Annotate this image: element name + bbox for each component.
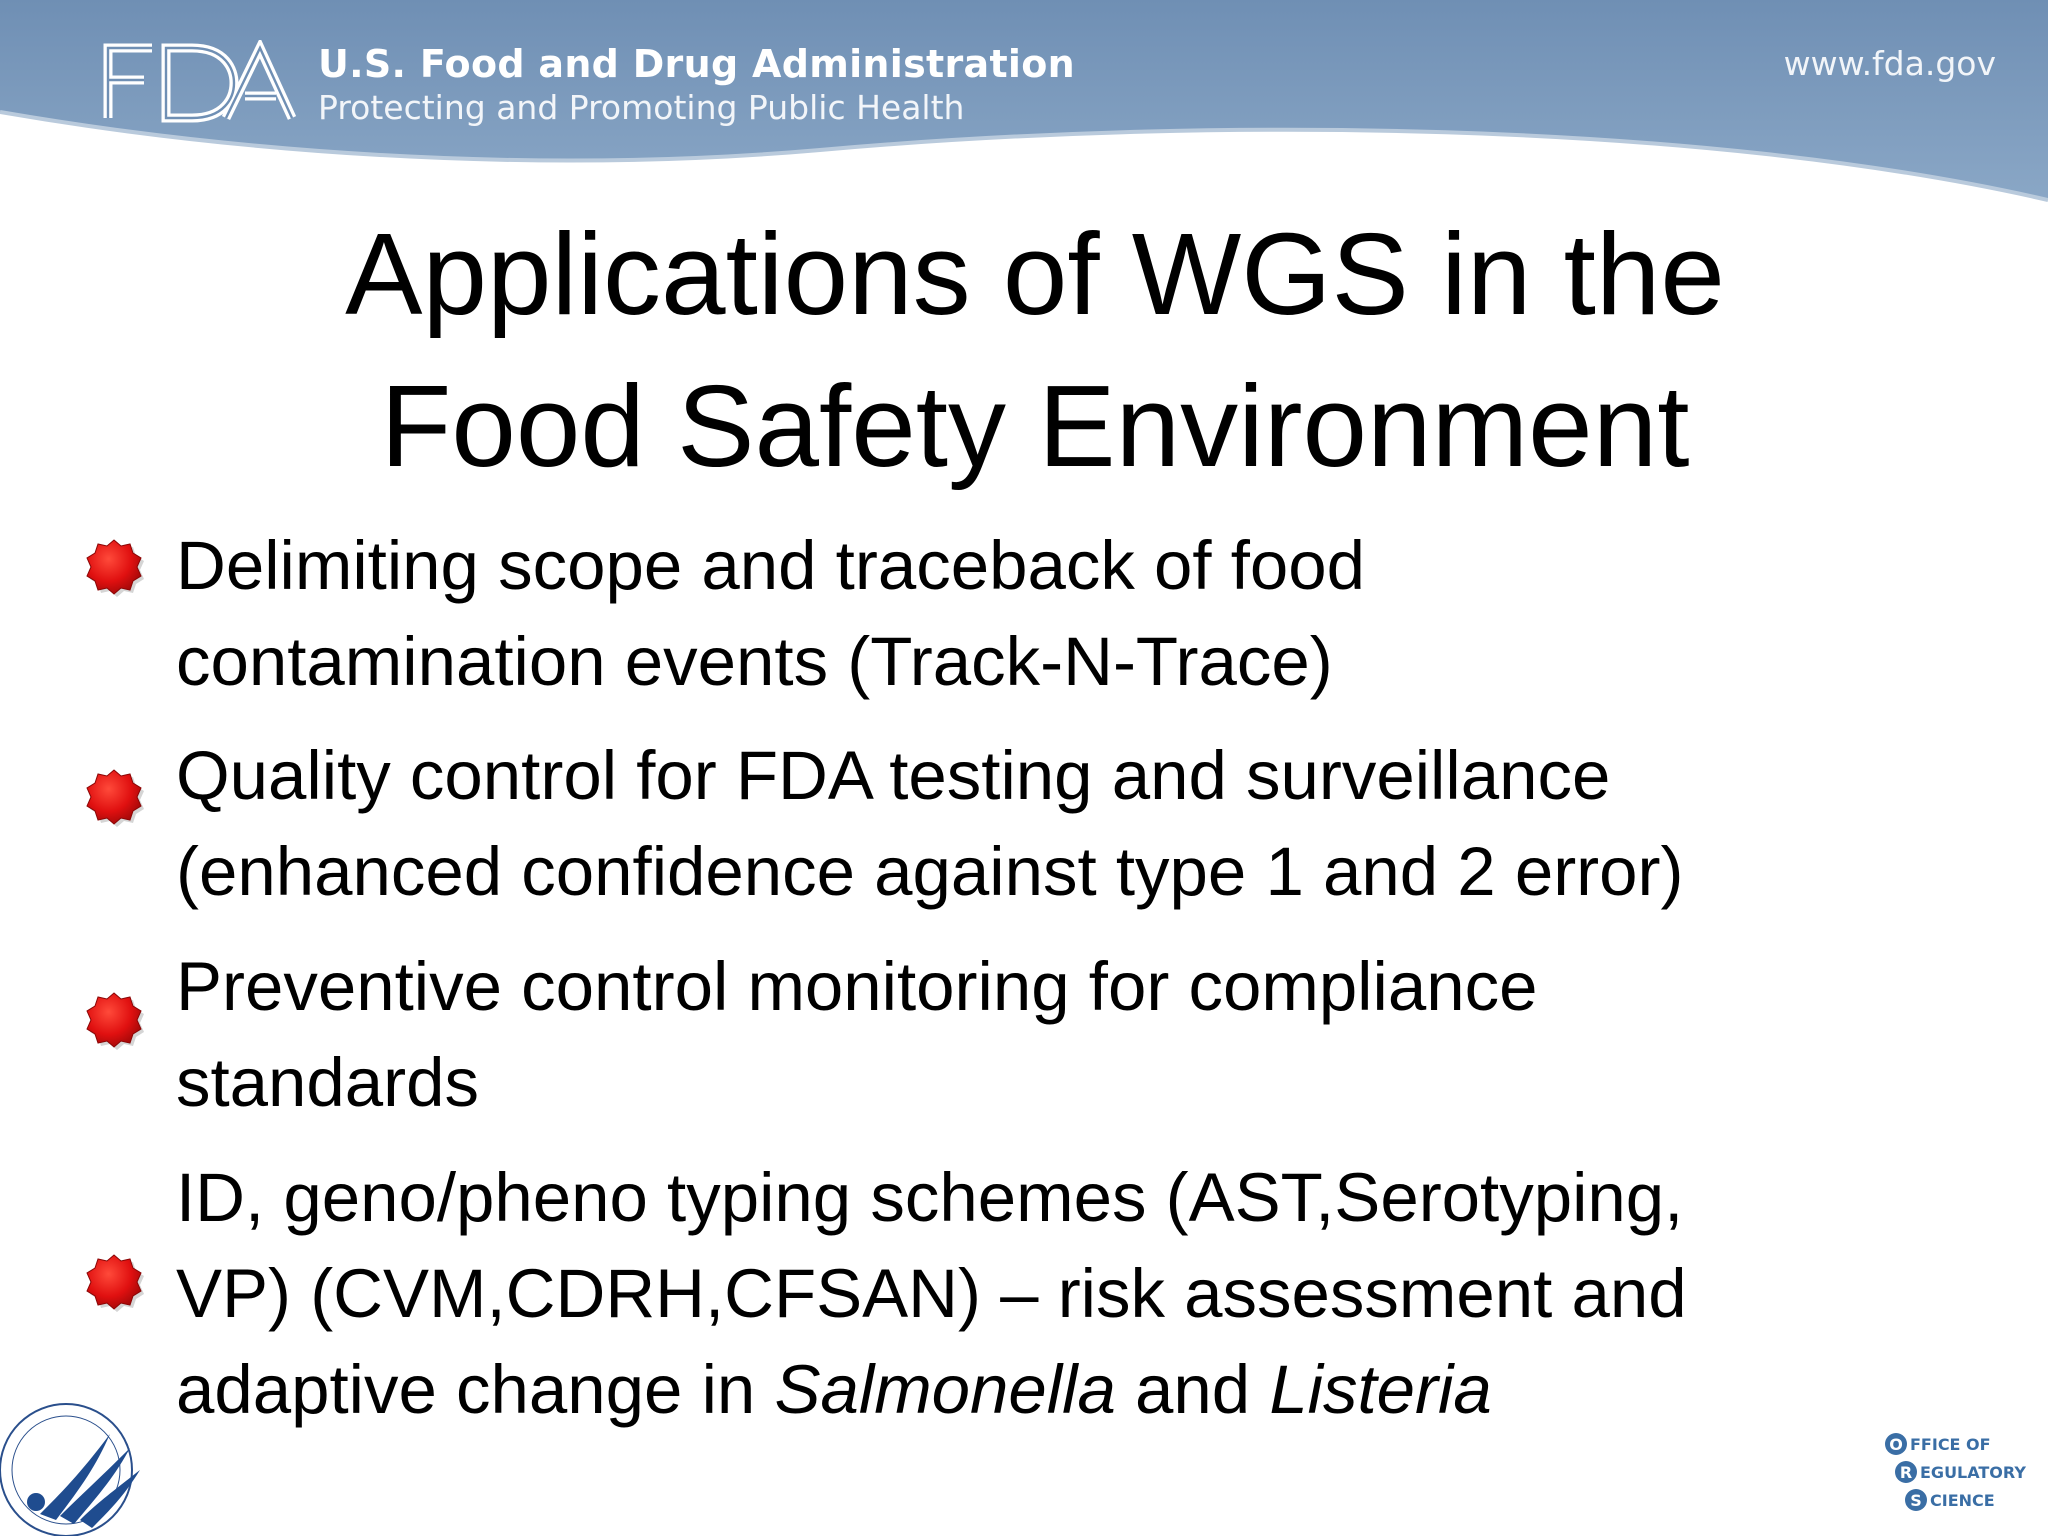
red-seal-icon (84, 990, 144, 1050)
organism-name: Salmonella (774, 1351, 1116, 1428)
site-url: www.fda.gov (1783, 44, 1996, 83)
red-seal-icon (84, 767, 144, 827)
ors-letter: R (1899, 1463, 1913, 1482)
bullet-line: Preventive control monitoring for compliance (176, 948, 1538, 1025)
ors-word: CIENCE (1930, 1491, 1995, 1510)
bullet-line: (enhanced confidence against type 1 and 2 error) (176, 833, 1684, 910)
organism-name: Listeria (1269, 1351, 1492, 1428)
agency-name: U.S. Food and Drug Administration (318, 42, 1076, 86)
bullet-text-segment: and (1115, 1351, 1270, 1428)
ors-word: FFICE OF (1910, 1435, 1991, 1454)
agency-tagline: Protecting and Promoting Public Health (318, 88, 965, 127)
bullet-line: VP) (CVM,CDRH,CFSAN) – risk assessment and (176, 1255, 1687, 1332)
bullet-line: Delimiting scope and traceback of food (176, 527, 1366, 604)
ors-letter: S (1910, 1491, 1922, 1510)
bullet-line: contamination events (Track-N-Trace) (176, 623, 1333, 700)
bullet-line: ID, geno/pheno typing schemes (AST,Serotyping, (176, 1159, 1684, 1236)
bullet-item (176, 728, 2036, 920)
red-seal-icon (84, 1252, 144, 1312)
ors-logo (1884, 1430, 2034, 1516)
red-seal-icon (84, 537, 144, 597)
bullet-item (176, 939, 2036, 1131)
title-line-1: Applications of WGS in the (345, 209, 1725, 339)
title-line-2: Food Safety Environment (380, 361, 1690, 491)
ors-word: EGULATORY (1920, 1463, 2026, 1482)
hhs-seal-icon (0, 1374, 160, 1536)
bullet-line (176, 1342, 2036, 1438)
bullet-item (176, 518, 2036, 710)
bullet-line: Quality control for FDA testing and surveillance (176, 737, 1611, 814)
bullet-item (176, 1150, 2036, 1438)
bullet-line: standards (176, 1044, 480, 1121)
bullet-text-segment: adaptive change in (176, 1351, 775, 1428)
ors-letter: O (1889, 1435, 1903, 1454)
